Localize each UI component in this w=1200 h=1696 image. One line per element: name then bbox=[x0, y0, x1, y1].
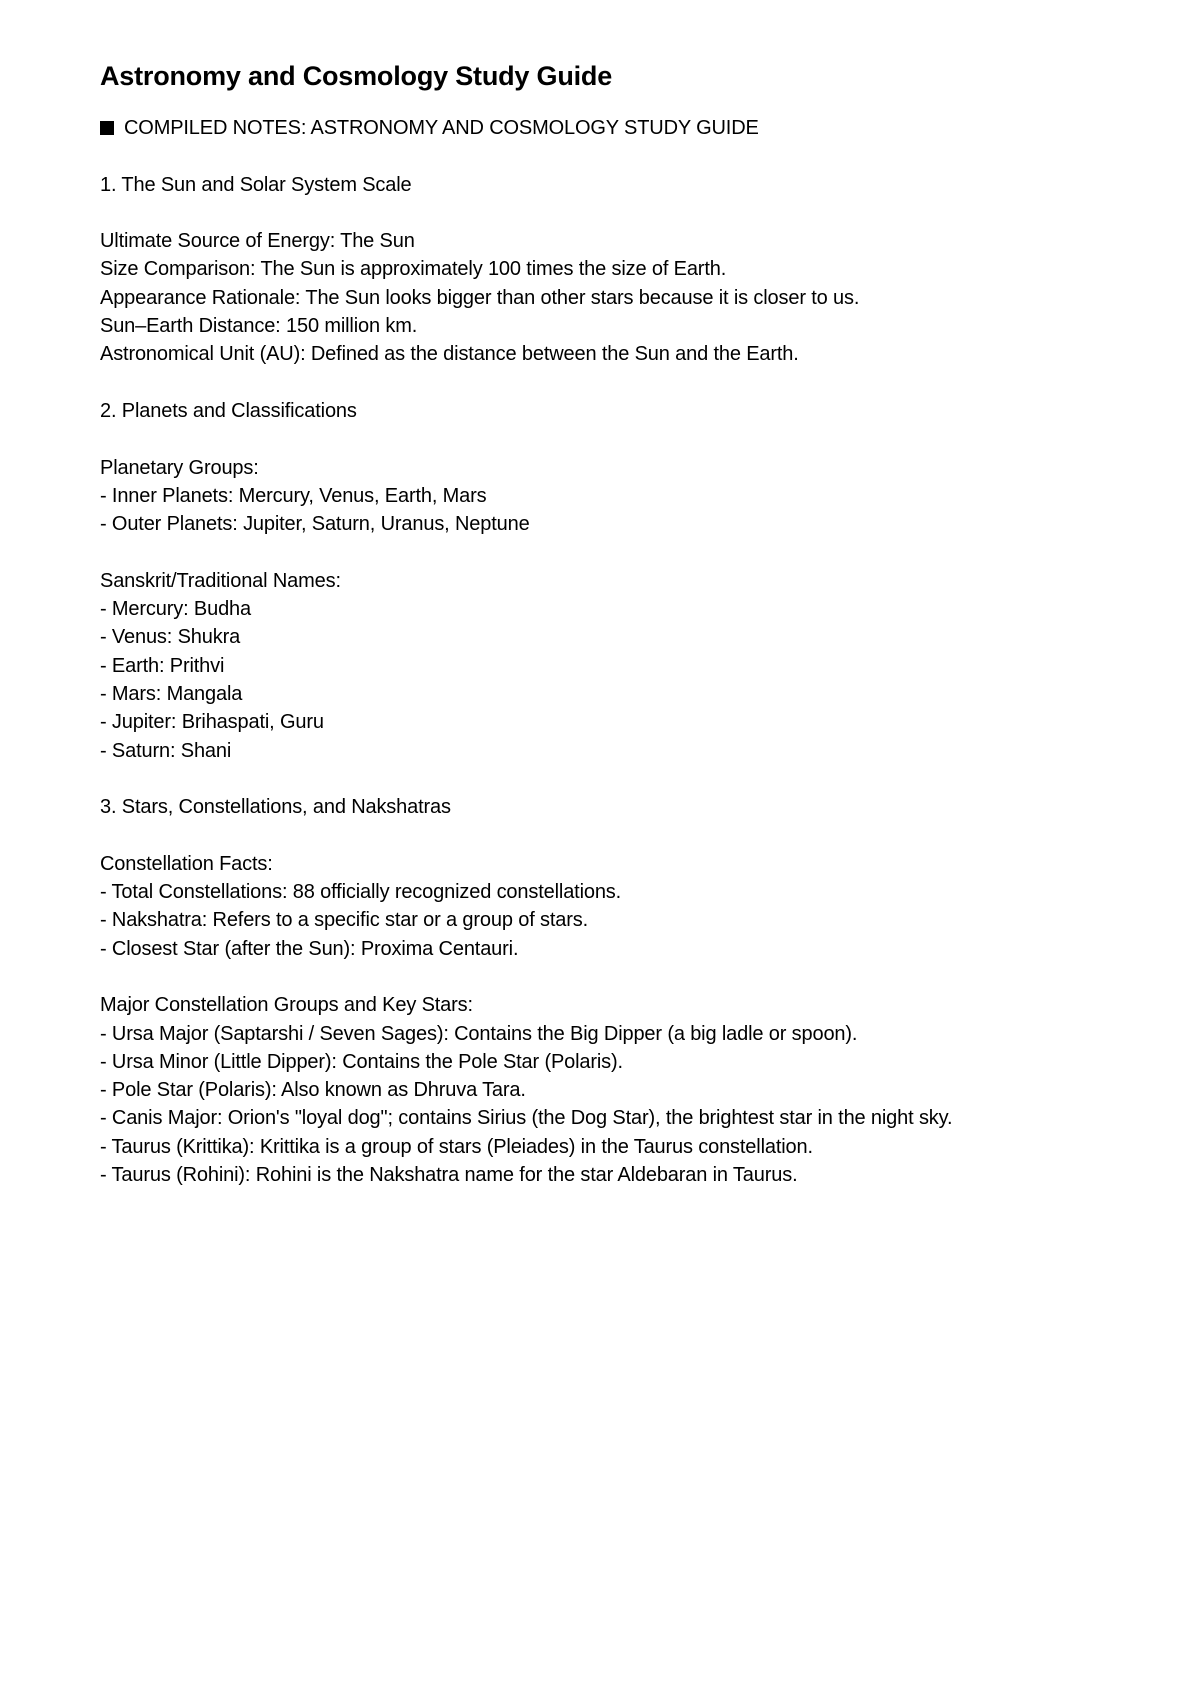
constellation-fact-item: - Nakshatra: Refers to a specific star or a group of stars. bbox=[100, 909, 589, 932]
section-3-heading: 3. Stars, Constellations, and Nakshatras bbox=[100, 796, 451, 819]
traditional-names-label: Sanskrit/Traditional Names: bbox=[100, 569, 341, 592]
spacer bbox=[100, 425, 1100, 453]
planetary-groups-label: Planetary Groups: bbox=[100, 456, 259, 479]
constellation-group-item: - Canis Major: Orion's "loyal dog"; contains Sirius (the Dog Star), the brightest star in the night sky. bbox=[100, 1107, 953, 1130]
spacer bbox=[100, 538, 1100, 566]
banner-text: COMPILED NOTES: ASTRONOMY AND COSMOLOGY STUDY GUIDE bbox=[124, 117, 759, 139]
section-2-heading: 2. Planets and Classifications bbox=[100, 399, 357, 422]
sun-fact-line: Size Comparison: The Sun is approximately 100 times the size of Earth. bbox=[100, 258, 727, 281]
constellation-group-item: - Taurus (Krittika): Krittika is a group of stars (Pleiades) in the Taurus constellation. bbox=[100, 1135, 813, 1158]
traditional-name-item: - Earth: Prithvi bbox=[100, 654, 225, 677]
traditional-name-item: - Jupiter: Brihaspati, Guru bbox=[100, 711, 324, 734]
traditional-name-item: - Saturn: Shani bbox=[100, 739, 232, 762]
constellation-groups-label: Major Constellation Groups and Key Stars: bbox=[100, 994, 473, 1017]
constellation-facts-label: Constellation Facts: bbox=[100, 852, 273, 875]
constellation-group-item: - Ursa Minor (Little Dipper): Contains the Pole Star (Polaris). bbox=[100, 1050, 623, 1073]
planet-group-item: - Outer Planets: Jupiter, Saturn, Uranus, Neptune bbox=[100, 513, 530, 536]
spacer bbox=[100, 821, 1100, 849]
spacer bbox=[100, 963, 1100, 991]
compiled-notes-banner bbox=[100, 114, 1100, 142]
document-title: Astronomy and Cosmology Study Guide bbox=[100, 61, 613, 91]
spacer bbox=[100, 369, 1100, 397]
section-1-heading: 1. The Sun and Solar System Scale bbox=[100, 173, 412, 196]
sun-fact-line: Astronomical Unit (AU): Defined as the distance between the Sun and the Earth. bbox=[100, 343, 799, 366]
constellation-fact-item: - Total Constellations: 88 officially recognized constellations. bbox=[100, 881, 622, 904]
traditional-name-item: - Venus: Shukra bbox=[100, 626, 241, 649]
constellation-group-item: - Taurus (Rohini): Rohini is the Nakshatra name for the star Aldebaran in Taurus. bbox=[100, 1163, 798, 1186]
sun-fact-line: Ultimate Source of Energy: The Sun bbox=[100, 230, 415, 253]
constellation-fact-item: - Closest Star (after the Sun): Proxima Centauri. bbox=[100, 937, 519, 960]
spacer bbox=[100, 199, 1100, 227]
spacer bbox=[100, 142, 1100, 170]
traditional-name-item: - Mars: Mangala bbox=[100, 682, 243, 705]
constellation-group-item: - Pole Star (Polaris): Also known as Dhruva Tara. bbox=[100, 1079, 526, 1102]
black-square-icon bbox=[100, 121, 114, 135]
spacer bbox=[100, 765, 1100, 793]
planet-group-item: - Inner Planets: Mercury, Venus, Earth, Mars bbox=[100, 484, 487, 507]
document-content bbox=[100, 52, 1100, 1189]
sun-fact-line: Appearance Rationale: The Sun looks bigger than other stars because it is closer to us. bbox=[100, 286, 860, 309]
constellation-group-item: - Ursa Major (Saptarshi / Seven Sages): Contains the Big Dipper (a big ladle or spoon). bbox=[100, 1022, 858, 1045]
spacer bbox=[100, 100, 1100, 114]
sun-fact-line: Sun–Earth Distance: 150 million km. bbox=[100, 315, 418, 338]
traditional-name-item: - Mercury: Budha bbox=[100, 598, 251, 621]
